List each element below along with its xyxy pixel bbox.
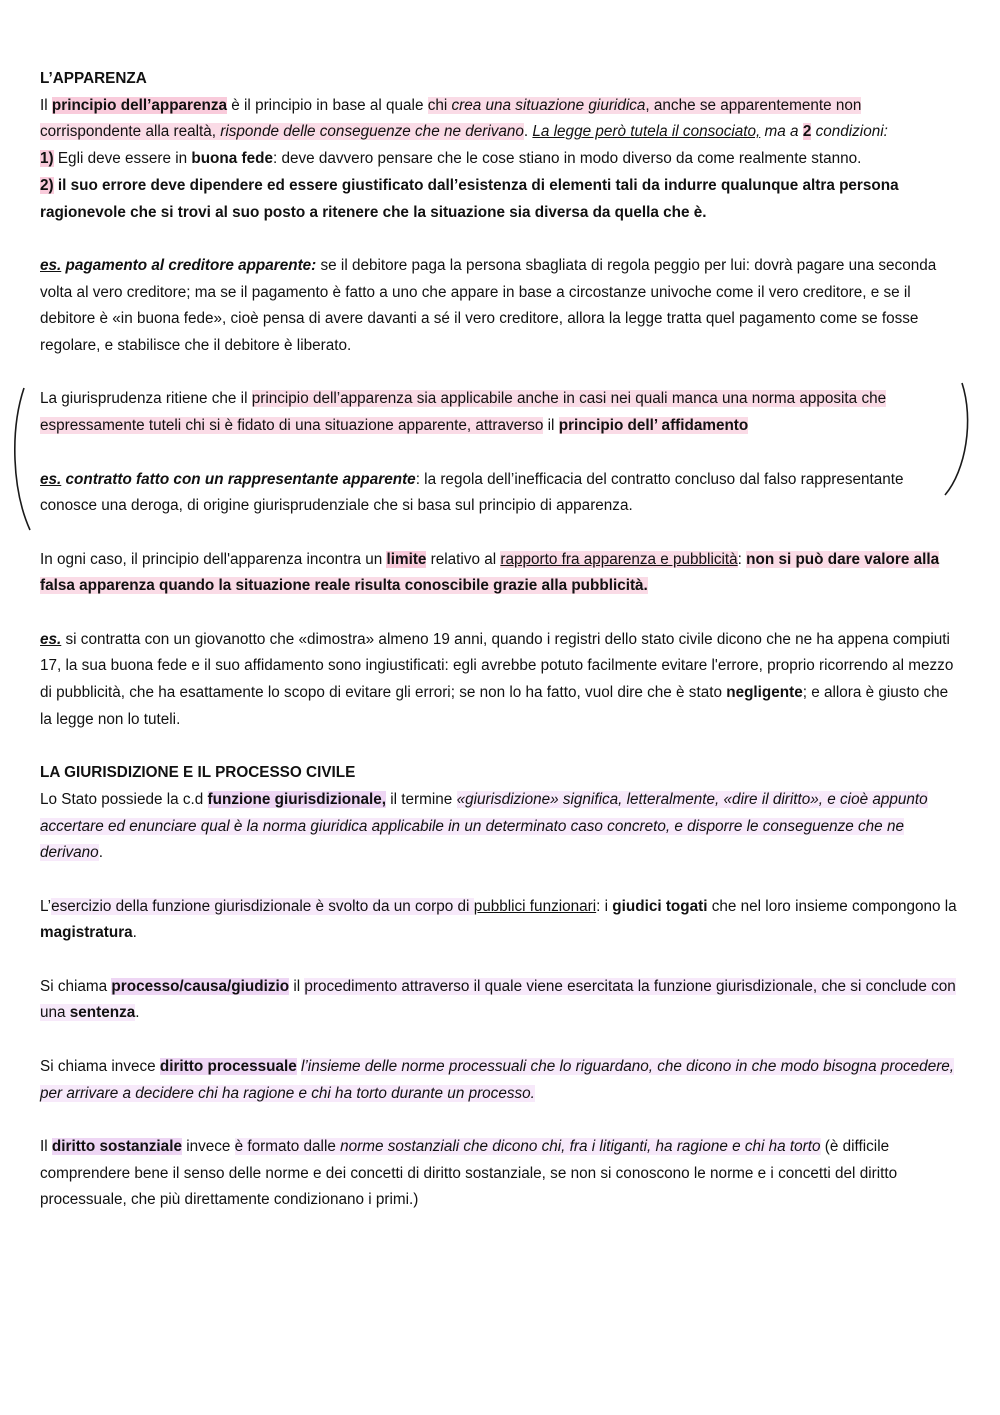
example-rappresentante-apparente: es. contratto fatto con un rappresentante apparente: la regola dell’inefficacia del contratto concluso dal falso rappresentante conosce una deroga, di origine giurisprudenziale che si basa sul principio di apparenza. (40, 470, 904, 515)
esercizio-paragraph: L’esercizio della funzione giurisdizionale è svolto da un corpo di pubblici funzionari: i giudici togati che nel loro insieme compongono la magistratura. (40, 897, 957, 942)
section-title-apparenza: L’APPARENZA (40, 70, 147, 87)
processo-paragraph: Si chiama processo/causa/giudizio il procedimento attraverso il quale viene esercitata la funzione giurisdizionale, che si conclude con una sentenza. (40, 977, 956, 1022)
diritto-sostanziale-paragraph: Il diritto sostanziale invece è formato dalle norme sostanziali che dicono chi, fra i litiganti, ha ragione e chi ha torto (è difficile comprendere bene il senso delle norme e dei concetti di diritto sostanziale, se non si conoscono le norme e i concetti del diritto processuale, che più direttamente condizionano i primi.) (40, 1137, 898, 1209)
apparenza-intro: Il principio dell’apparenza è il principio in base al quale chi crea una situazione giuridica, anche se apparentemente non corrispondente alla realtà, risponde delle conseguenze che ne derivano. La legge però tutela il consociato, ma a 2 condizioni: (40, 96, 888, 141)
term-principio-apparenza: principio dell’apparenza (51, 96, 228, 114)
limite-paragraph: In ogni caso, il principio dell'apparenza incontra un limite relativo al rapporto fra apparenza e pubblicità: non si può dare valore alla falsa apparenza quando la situazione reale risulta conoscibile grazie alla pubblicità. (40, 550, 940, 595)
example-giovanotto: es. si contratta con un giovanotto che «dimostra» almeno 19 anni, quando i registri dello stato civile dicono che ne ha appena compiuti 17, la sua buona fede e il suo affidamento sono ingiustificati: egli avrebbe potuto facilmente evitare l'errore, proprio ricorrendo al mezzo di pubblicità, che ha esattamente lo scopo di evitare gli errori; se non lo ha fatto, vuol dire che è stato negligente; e allora è giusto che la legge non lo tuteli. (40, 630, 954, 728)
term-principio-affidamento: principio dell’ affidamento (558, 417, 749, 435)
term-funzione-giurisdizionale: funzione giurisdizionale, (207, 790, 386, 808)
left-bracket-stroke (15, 388, 30, 530)
es-label: es. (40, 256, 62, 274)
section-title-giurisdizione: LA GIURISDIZIONE E IL PROCESSO CIVILE (40, 764, 356, 782)
diritto-processuale-paragraph: Si chiama invece diritto processuale l’insieme delle norme processuali che lo riguardano, che dicono in che modo bisogna procedere, per arrivare a decidere chi ha ragione e chi ha torto durante un processo. (40, 1057, 955, 1102)
condition-2: 2) il suo errore deve dipendere ed essere giustificato dall’esistenza di elementi tali da indurre qualunque altra persona ragionevole che si trovi al suo posto a ritenere che la situazione sia diversa da quella che è. (40, 176, 899, 221)
es-label: es. (40, 470, 62, 488)
giurisdizione-intro: Lo Stato possiede la c.d funzione giurisdizionale, il termine «giurisdizione» significa, letteralmente, «dire il diritto», e cioè appunto accertare ed enunciare qual è la norma giuridica applicabile in un determinato caso concreto, e disporre le conseguenze che ne derivano. (40, 790, 928, 862)
giurisprudenza-paragraph: La giurisprudenza ritiene che il principio dell’apparenza sia applicabile anche in casi nei quali manca una norma apposita che espressamente tuteli chi si è fidato di una situazione apparente, attraverso il principio dell’ affidamento (40, 390, 887, 435)
document-page (40, 66, 962, 1214)
example-creditore-apparente: es. pagamento al creditore apparente: se il debitore paga la persona sbagliata di regola peggio per lui: dovrà pagare una seconda volta al vero creditore; ma se il pagamento è fatto a uno che appare in base a circostanze univoche come il vero creditore, e se il debitore è «in buona fede», cioè pensa di avere davanti a sé il vero creditore, allora la legge tratta quel pagamento come se fosse regolare, e stabilisce che il debitore è liberato. (40, 256, 937, 355)
condition-1: 1) Egli deve essere in buona fede: deve davvero pensare che le cose stiano in modo diverso da come realmente stanno. (40, 150, 862, 168)
es-label: es. (40, 630, 62, 648)
